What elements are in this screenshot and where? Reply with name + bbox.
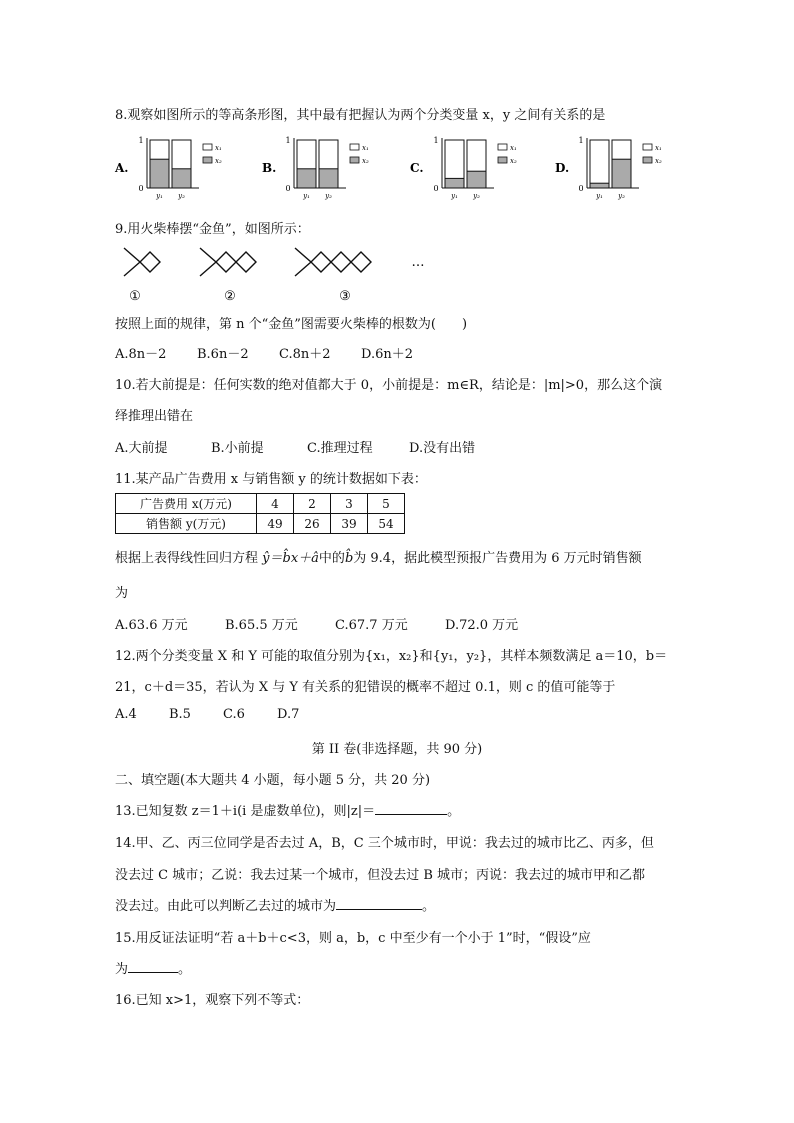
q12-option-c: C.6 [223, 707, 245, 722]
q12-option-a: A.4 [115, 707, 137, 722]
bar-y2-x2 [612, 159, 631, 188]
x-tick-label: y₁ [451, 192, 458, 200]
bar-y1-total [590, 140, 609, 188]
table-cell: 39 [331, 514, 368, 534]
q11-stem: 11.某产品广告费用 x 与销售额 y 的统计数据如下表： [115, 472, 427, 487]
legend-label-x2: x₂ [510, 157, 517, 165]
legend-swatch-x1 [203, 144, 212, 150]
q11-of: 中的 [318, 551, 345, 566]
table-header-cell: 销售额 y(万元) [116, 514, 257, 534]
x-tick-label: y₂ [473, 192, 480, 200]
q14-text: 没去过。由此可以判断乙去过的城市为 [115, 899, 337, 914]
q10-option-c: C.推理过程 [307, 441, 373, 456]
legend-label-x1: x₁ [510, 144, 517, 152]
axis-tick-one: 1 [285, 136, 291, 145]
q11-text-2b: 为 9.4，据此模型预报广告费用为 6 万元时销售额 [353, 551, 642, 566]
q11-option-b: B.65.5 万元 [225, 618, 298, 633]
chart-option-label: D. [555, 161, 570, 175]
q11-text-2a: 根据上表得线性回归方程 [115, 551, 259, 566]
bar-y1-x2 [150, 159, 169, 188]
bar-chart-c [410, 134, 530, 202]
goldfish-figure [0, 240, 794, 320]
table-cell: 2 [294, 494, 331, 514]
regression-b-hat: b̂ [344, 551, 354, 566]
q15-text: 为 [115, 962, 129, 977]
q14-stem-2: 没去过 C 城市；乙说：我去过某一个城市，但没去过 B 城市；丙说：我去过的城市甲和乙都 [115, 868, 646, 883]
q13-stem [115, 800, 460, 819]
bar-y2-x2 [467, 171, 486, 188]
q16-stem: 16.已知 x>1，观察下列不等式： [115, 993, 310, 1008]
bar-chart-d [555, 134, 675, 202]
legend-label-x2: x₂ [362, 157, 369, 165]
x-tick-label: y₁ [156, 192, 163, 200]
q15-stem-2 [115, 958, 191, 977]
goldfish-label-2: ② [224, 289, 236, 304]
q10-stem-1: 10.若大前提是：任何实数的绝对值都大于 0，小前提是：m∈R，结论是：|m|>0，那么这个演 [115, 378, 663, 393]
legend-label-x2: x₂ [655, 157, 662, 165]
part2-heading: 第 II 卷(非选择题，共 90 分) [311, 742, 483, 757]
table-cell: 4 [257, 494, 294, 514]
q13-answer-blank[interactable] [375, 802, 447, 815]
q14-stem-1: 14.甲、乙、丙三位同学是否去过 A，B，C 三个城市时，甲说：我去过的城市比乙、丙多，但 [115, 836, 654, 851]
table-row [116, 494, 405, 514]
q14-answer-blank[interactable] [336, 897, 422, 910]
bar-y1-x2 [590, 183, 609, 188]
q10-option-d: D.没有出错 [409, 441, 476, 456]
legend-swatch-x1 [498, 144, 507, 150]
axis-tick-one: 1 [433, 136, 439, 145]
bar-y2-x2 [319, 169, 338, 188]
legend-swatch-x1 [643, 144, 652, 150]
goldfish-fig-2 [200, 248, 256, 276]
goldfish-label-1: ① [129, 289, 141, 304]
x-tick-label: y₂ [325, 192, 332, 200]
axis-tick-one: 1 [578, 136, 584, 145]
chart-option-label: A. [115, 161, 129, 175]
table-cell: 5 [368, 494, 405, 514]
q11-option-a: A.63.6 万元 [115, 618, 188, 633]
axis-tick-zero: 0 [285, 184, 291, 193]
q9-option-b: B.6n－2 [197, 347, 249, 362]
bar-y1-x2 [297, 169, 316, 188]
axis-tick-one: 1 [138, 136, 144, 145]
q10-option-b: B.小前提 [211, 441, 264, 456]
q15-end: 。 [178, 962, 192, 977]
q11-stem-2 [115, 547, 642, 566]
regression-y-hat: ŷ [262, 551, 270, 566]
legend-label-x1: x₁ [215, 144, 222, 152]
q12-stem-1: 12.两个分类变量 X 和 Y 可能的取值分别为{x₁，x₂}和{y₁，y₂}，其样本频数满足 a＝10，b＝ [115, 649, 668, 664]
q11-option-d: D.72.0 万元 [445, 618, 519, 633]
legend-label-x1: x₁ [655, 144, 662, 152]
q10-stem-2: 绎推理出错在 [115, 409, 194, 424]
q12-stem-2: 21，c＋d＝35，若认为 X 与 Y 有关系的犯错误的概率不超过 0.1，则 c 的值可能等于 [115, 680, 616, 695]
q10-option-a: A.大前提 [115, 441, 168, 456]
x-tick-label: y₁ [596, 192, 603, 200]
table-cell: 26 [294, 514, 331, 534]
q12-options [115, 707, 299, 722]
goldfish-fig-1 [124, 248, 160, 276]
legend-label-x1: x₁ [362, 144, 369, 152]
q9-stem: 9.用火柴棒摆“金鱼”，如图所示： [115, 222, 310, 237]
regression-rhs: ＝b̂x＋â [269, 551, 319, 566]
q11-stem-3: 为 [115, 586, 129, 601]
q11-options [115, 614, 518, 633]
table-row [116, 514, 405, 534]
goldfish-ellipsis: … [411, 255, 425, 270]
chart-option-label: B. [262, 161, 277, 175]
bar-y2-x2 [172, 169, 191, 188]
section-heading: 二、填空题(本大题共 4 小题，每小题 5 分，共 20 分) [115, 773, 431, 788]
table-cell: 54 [368, 514, 405, 534]
q9-option-d: D.6n＋2 [361, 347, 414, 362]
q14-end: 。 [422, 899, 436, 914]
legend-label-x2: x₂ [215, 157, 222, 165]
q9-question: 按照上面的规律，第 n 个“金鱼”图需要火柴棒的根数为( ) [115, 317, 468, 332]
bar-chart-b [262, 134, 382, 202]
q9-option-c: C.8n＋2 [279, 347, 331, 362]
q13-text: 13.已知复数 z＝1＋i(i 是虚数单位)，则|z|＝ [115, 804, 376, 819]
q10-options [115, 437, 475, 456]
bar-chart-a [115, 134, 235, 202]
chart-option-label: C. [410, 161, 424, 175]
legend-swatch-x1 [350, 144, 359, 150]
q15-answer-blank[interactable] [128, 960, 178, 973]
q8-stem: 8.观察如图所示的等高条形图，其中最有把握认为两个分类变量 x，y 之间有关系的是 [115, 108, 606, 123]
x-tick-label: y₂ [618, 192, 625, 200]
regression-equation [262, 551, 319, 566]
table-cell: 49 [257, 514, 294, 534]
axis-tick-zero: 0 [433, 184, 439, 193]
goldfish-label-3: ③ [339, 289, 351, 304]
table-header-cell: 广告费用 x(万元) [116, 494, 257, 514]
q9-options [115, 343, 413, 362]
legend-swatch-x2 [643, 157, 652, 163]
table-cell: 3 [331, 494, 368, 514]
axis-tick-zero: 0 [578, 184, 584, 193]
goldfish-fig-3 [295, 248, 371, 276]
axis-tick-zero: 0 [138, 184, 144, 193]
legend-swatch-x2 [203, 157, 212, 163]
q9-option-a: A.8n－2 [115, 347, 167, 362]
legend-swatch-x2 [350, 157, 359, 163]
x-tick-label: y₁ [303, 192, 310, 200]
q12-option-d: D.7 [277, 707, 300, 722]
q15-stem-1: 15.用反证法证明“若 a＋b＋c<3，则 a，b，c 中至少有一个小于 1”时，“假设”应 [115, 931, 591, 946]
bar-y1-x2 [445, 178, 464, 188]
q14-stem-3 [115, 895, 435, 914]
q12-option-b: B.5 [169, 707, 191, 722]
q11-data-table [115, 493, 405, 534]
x-tick-label: y₂ [178, 192, 185, 200]
legend-swatch-x2 [498, 157, 507, 163]
q11-option-c: C.67.7 万元 [335, 618, 408, 633]
q13-end: 。 [447, 804, 461, 819]
